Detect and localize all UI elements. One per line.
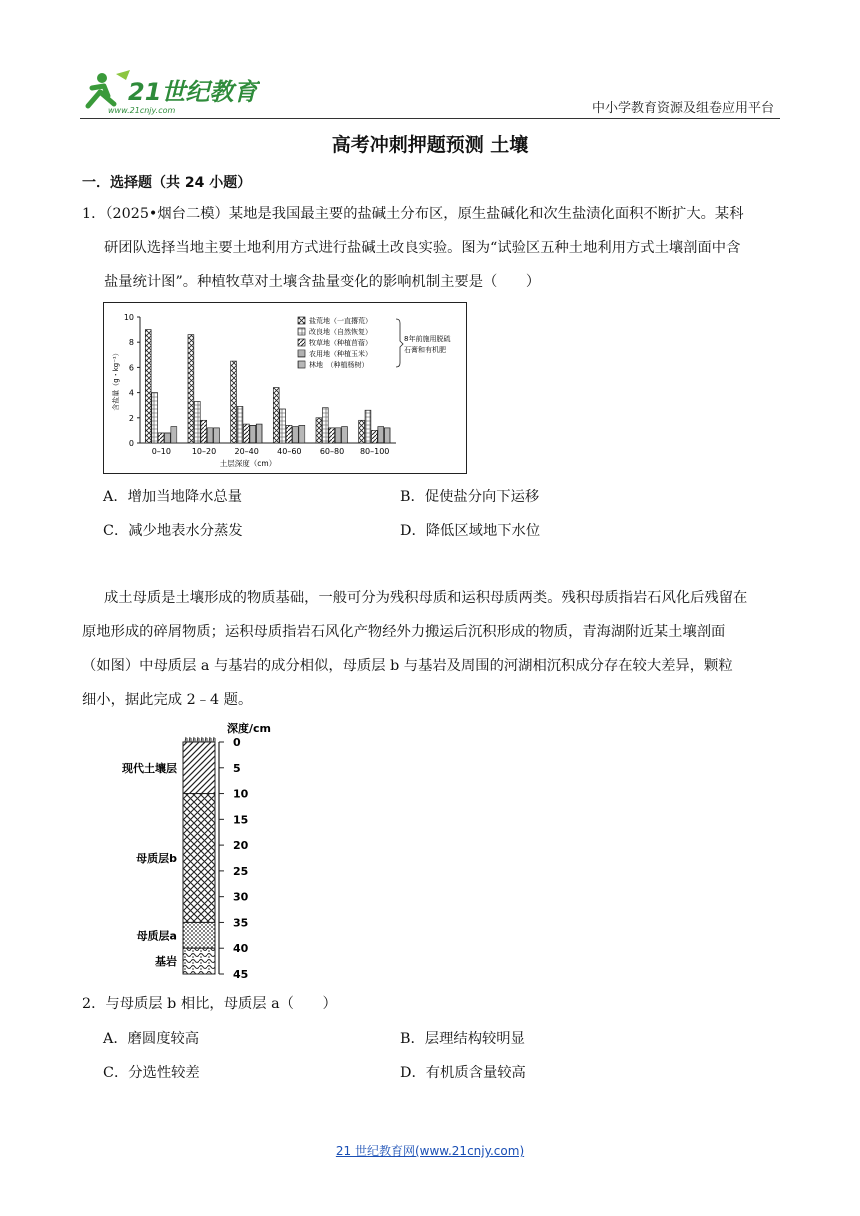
bar-2-1 — [201, 420, 207, 443]
depth-tick-label: 40 — [233, 942, 249, 956]
q1-option-c[interactable]: C．减少地表水分蒸发 — [103, 523, 243, 539]
bar-4-0 — [171, 427, 177, 443]
svg-text:21世纪教育: 21世纪教育 — [128, 78, 258, 106]
depth-tick-label: 5 — [233, 761, 241, 775]
q1-option-a[interactable]: A．增加当地降水总量 — [103, 489, 242, 505]
footer-link[interactable]: 21 世纪教育网(www.21cnjy.com) — [335, 1144, 525, 1158]
bar-3-0 — [165, 433, 171, 443]
q2-option-c[interactable]: C．分选性较差 — [103, 1065, 200, 1081]
bar-0-0 — [145, 330, 151, 443]
bar-1-1 — [194, 401, 200, 443]
bar-4-3 — [299, 425, 305, 443]
legend-swatch-0 — [298, 317, 305, 324]
bar-1-4 — [322, 408, 328, 443]
bar-4-5 — [384, 428, 390, 443]
depth-tick-label: 30 — [233, 890, 249, 904]
bar-0-4 — [316, 418, 322, 443]
header-divider — [80, 118, 780, 119]
y-axis-label: 含盐量（g・kg⁻¹） — [112, 349, 120, 411]
depth-tick-label: 45 — [233, 968, 249, 981]
soil-profile-diagram — [103, 718, 303, 983]
bar-2-4 — [329, 428, 335, 443]
soil-profile-svg — [103, 718, 303, 983]
chart-svg — [104, 303, 468, 475]
grass-mark — [213, 737, 215, 742]
x-tick-label: 60–80 — [319, 447, 345, 456]
site-logo — [80, 66, 260, 116]
bar-3-3 — [293, 427, 299, 443]
legend-swatch-1 — [298, 328, 305, 335]
depth-tick-label: 20 — [233, 839, 249, 853]
depth-tick-label: 15 — [233, 813, 249, 827]
legend-note-1: 8年前施用脱硫 — [404, 335, 451, 343]
bar-0-2 — [231, 361, 237, 443]
legend-label-4: 林地 （种植杨树） — [309, 361, 369, 369]
y-tick-label: 0 — [128, 439, 134, 448]
question-1-stem: 1．（2025•烟台二模）某地是我国最主要的盐碱土分布区，原生盐碱化和次生盐渍化面积不断扩大。某科 研团队选择当地主要土地利用方式进行盐碱土改良实验。图为“试验区五种土地利用方式土壤剖面中含 盐量统计图”。种植牧草对土壤含盐量变化的影响机制主要是（ ） — [82, 206, 744, 290]
question-2-stem: 2．与母质层 b 相比，母质层 a（ ） — [82, 996, 337, 1012]
grass-mark — [193, 737, 195, 742]
grass-mark — [185, 737, 187, 742]
legend-label-3: 农用地（种植玉米） — [309, 350, 372, 358]
page-title: 高考冲刺押题预测 土壤 — [331, 134, 529, 156]
profile-layer-label-2: 母质层a — [136, 929, 177, 943]
bar-3-4 — [335, 428, 341, 443]
bar-3-5 — [378, 427, 384, 443]
x-axis-label: 土层深度（cm） — [219, 459, 277, 468]
profile-layer-label-3: 基岩 — [155, 955, 177, 969]
bar-4-1 — [214, 428, 220, 443]
legend-swatch-2 — [298, 339, 305, 346]
platform-name: 中小学教育资源及组卷应用平台 — [591, 101, 774, 116]
q1-option-d[interactable]: D．降低区域地下水位 — [400, 523, 541, 539]
grass-mark — [205, 737, 207, 742]
depth-axis-label: 深度/cm — [227, 722, 271, 735]
y-tick-label: 10 — [123, 313, 134, 322]
bar-4-4 — [342, 427, 348, 443]
passage-text: 成土母质是土壤形成的物质基础，一般可分为残积母质和运积母质两类。残积母质指岩石风化后残留在 原地形成的碎屑物质；运积母质指岩石风化产物经外力搬运后沉积形成的物质，青海湖附近某土壤剖面 （如图）中母质层 a 与基岩的成分相似，母质层 b 与基岩及周围的河湖相沉积成分存在较大差异，颗粒 细小，据此完成 2﹣4 题。 — [82, 590, 748, 708]
x-tick-label: 10–20 — [191, 447, 217, 456]
bar-4-2 — [256, 424, 262, 443]
profile-layer-3 — [183, 948, 215, 974]
profile-layer-label-0: 现代土壤层 — [122, 761, 177, 775]
legend-label-0: 盐荒地（一直撂荒） — [309, 317, 372, 325]
depth-tick-label: 10 — [233, 787, 249, 801]
q1-option-b[interactable]: B．促使盐分向下运移 — [400, 489, 540, 505]
bar-1-3 — [280, 409, 286, 443]
bar-2-5 — [371, 430, 377, 443]
y-tick-label: 8 — [128, 338, 134, 348]
runner-head-icon — [97, 73, 107, 83]
profile-layer-2 — [183, 922, 215, 948]
q2-option-a[interactable]: A．磨圆度较高 — [103, 1031, 200, 1047]
legend-brace — [396, 319, 403, 367]
x-tick-label: 40–60 — [277, 447, 302, 456]
bar-2-2 — [243, 424, 249, 443]
q2-option-d[interactable]: D．有机质含量较高 — [400, 1065, 526, 1081]
legend-swatch-4 — [298, 361, 305, 368]
legend-swatch-3 — [298, 350, 305, 357]
bar-1-2 — [237, 406, 243, 443]
svg-text:www.21cnjy.com: www.21cnjy.com — [108, 106, 176, 115]
section-heading: 一．选择题（共 24 小题） — [82, 175, 252, 191]
y-tick-label: 6 — [128, 363, 134, 373]
legend-note-2: 石膏和有机肥 — [404, 346, 446, 354]
bar-0-3 — [273, 388, 279, 443]
footer — [0, 1142, 860, 1159]
depth-tick-label: 35 — [233, 916, 249, 930]
y-tick-label: 2 — [128, 413, 134, 423]
bar-3-1 — [207, 428, 213, 443]
grass-mark — [201, 737, 203, 742]
x-tick-label: 0–10 — [151, 447, 171, 456]
bar-0-5 — [359, 420, 365, 443]
bar-0-1 — [188, 335, 194, 443]
bar-3-2 — [250, 425, 256, 443]
bar-1-0 — [152, 393, 158, 443]
depth-tick-label: 0 — [233, 736, 241, 749]
x-tick-label: 80–100 — [359, 447, 390, 456]
grass-mark — [197, 737, 199, 742]
x-tick-label: 20–40 — [234, 447, 259, 456]
bar-2-0 — [158, 433, 164, 443]
legend-label-1: 改良地（自然恢复） — [309, 328, 372, 336]
bar-1-5 — [365, 410, 371, 443]
profile-layer-label-1: 母质层b — [136, 852, 177, 865]
y-tick-label: 4 — [128, 388, 134, 398]
depth-tick-label: 25 — [233, 864, 249, 878]
grass-mark — [209, 737, 211, 742]
legend-label-2: 牧草地（种植苜蓿） — [309, 339, 372, 347]
bar-2-3 — [286, 425, 292, 443]
q2-option-b[interactable]: B．层理结构较明显 — [400, 1031, 525, 1047]
salt-content-chart — [103, 302, 467, 474]
profile-layer-0 — [183, 742, 215, 794]
grass-mark — [189, 737, 191, 742]
profile-layer-1 — [183, 794, 215, 923]
